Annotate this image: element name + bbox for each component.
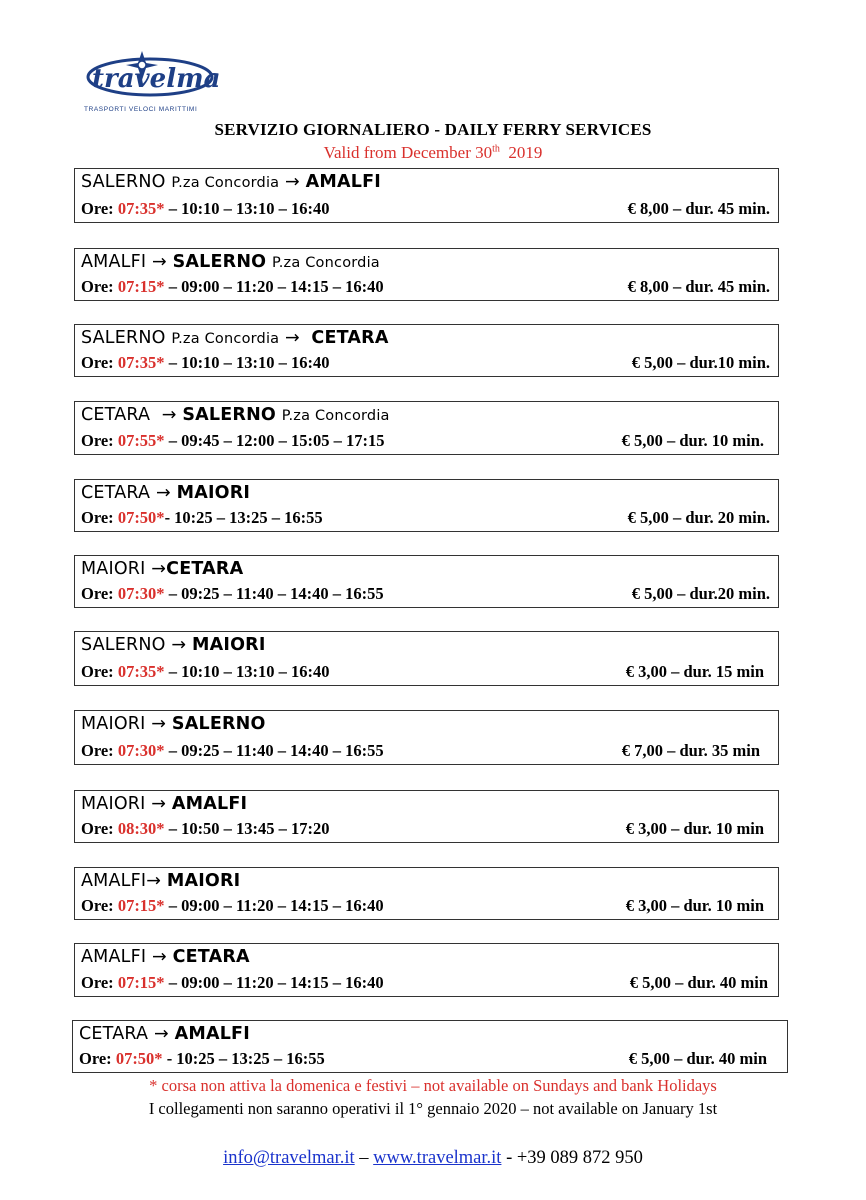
contact-sep: –: [354, 1148, 374, 1168]
valid-sup: th: [492, 143, 500, 155]
price-duration: € 7,00 – dur. 35 min: [621, 741, 760, 760]
route-title: AMALFI → SALERNO P.za Concordia: [81, 252, 380, 272]
route-box: [74, 943, 779, 997]
january-note: I collegamenti non saranno operativi il 1° gennaio 2020 – not available on January 1st: [148, 1099, 718, 1118]
price-duration: € 3,00 – dur. 10 min: [625, 896, 764, 915]
travelmar-logo: [80, 43, 220, 115]
sunday-note: * corsa non attiva la domenica e festivi – not available on Sundays and bank Holidays: [149, 1076, 717, 1095]
website-link[interactable]: www.travelmar.it: [373, 1148, 502, 1168]
departure-times: Ore: 07:35* – 10:10 – 13:10 – 16:40: [81, 353, 330, 372]
price-duration: € 5,00 – dur. 20 min.: [627, 508, 770, 527]
route-title: SALERNO P.za Concordia → CETARA: [81, 328, 389, 348]
route-title: SALERNO → MAIORI: [81, 635, 266, 655]
route-box: [74, 401, 779, 455]
departure-times: Ore: 07:15* – 09:00 – 11:20 – 14:15 – 16:40: [81, 277, 384, 296]
departure-times: Ore: 07:35* – 10:10 – 13:10 – 16:40: [81, 662, 330, 681]
route-title: SALERNO P.za Concordia → AMALFI: [81, 172, 381, 192]
valid-from: [0, 143, 866, 163]
departure-times: Ore: 07:15* – 09:00 – 11:20 – 14:15 – 16:40: [81, 973, 384, 992]
price-duration: € 8,00 – dur. 45 min.: [627, 277, 770, 296]
price-duration: € 5,00 – dur.10 min.: [631, 353, 770, 372]
route-box: [74, 631, 779, 686]
departure-times: Ore: 07:15* – 09:00 – 11:20 – 14:15 – 16:40: [81, 896, 384, 915]
route-box: [74, 324, 779, 377]
email-link[interactable]: info@travelmar.it: [223, 1148, 355, 1168]
departure-times: Ore: 08:30* – 10:50 – 13:45 – 17:20: [81, 819, 330, 838]
logo-tagline: TRASPORTI VELOCI MARITTIMI: [84, 106, 198, 113]
price-duration: € 5,00 – dur.20 min.: [631, 584, 770, 603]
route-title: MAIORI →CETARA: [81, 559, 244, 579]
route-box: [72, 1020, 788, 1073]
price-duration: € 5,00 – dur. 40 min: [628, 1049, 767, 1068]
price-duration: € 5,00 – dur. 40 min: [629, 973, 768, 992]
phone-number: +39 089 872 950: [516, 1148, 643, 1168]
price-duration: € 5,00 – dur. 10 min.: [621, 431, 764, 450]
departure-times: Ore: 07:50*- 10:25 – 13:25 – 16:55: [81, 508, 323, 527]
contact-sep: -: [501, 1148, 517, 1168]
departure-times: Ore: 07:55* – 09:45 – 12:00 – 15:05 – 17:15: [81, 431, 385, 450]
logo-wordmark: travelmar: [92, 64, 220, 94]
page-title: SERVIZIO GIORNALIERO - DAILY FERRY SERVICES: [214, 120, 652, 139]
route-title: CETARA → SALERNO P.za Concordia: [81, 405, 390, 425]
departure-times: Ore: 07:30* – 09:25 – 11:40 – 14:40 – 16:55: [81, 741, 384, 760]
route-title: MAIORI → SALERNO: [81, 714, 266, 734]
route-box: [74, 710, 779, 765]
departure-times: Ore: 07:35* – 10:10 – 13:10 – 16:40: [81, 199, 330, 218]
price-duration: € 3,00 – dur. 10 min: [625, 819, 764, 838]
route-box: [74, 555, 779, 608]
valid-year: 2019: [508, 143, 543, 162]
route-title: CETARA → MAIORI: [81, 483, 251, 503]
route-box: [74, 479, 779, 532]
route-box: [74, 168, 779, 223]
price-duration: € 3,00 – dur. 15 min: [625, 662, 764, 681]
route-box: [74, 248, 779, 301]
route-box: [74, 790, 779, 843]
departure-times: Ore: 07:30* – 09:25 – 11:40 – 14:40 – 16:55: [81, 584, 384, 603]
price-duration: € 8,00 – dur. 45 min.: [627, 199, 770, 218]
route-box: [74, 867, 779, 920]
route-title: AMALFI → CETARA: [81, 947, 250, 967]
departure-times: Ore: 07:50* - 10:25 – 13:25 – 16:55: [79, 1049, 325, 1068]
route-title: AMALFI→ MAIORI: [81, 871, 241, 891]
valid-prefix: Valid from December 30: [323, 143, 493, 162]
route-title: MAIORI → AMALFI: [81, 794, 248, 814]
contact-line: [0, 1148, 866, 1169]
route-title: CETARA → AMALFI: [79, 1024, 250, 1044]
